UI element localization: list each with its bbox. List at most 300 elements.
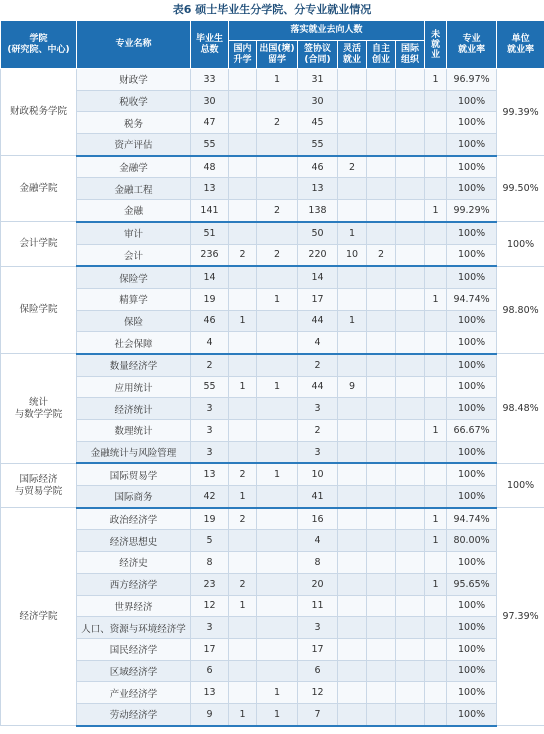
grads-total: 55 (191, 376, 229, 398)
table-row (1, 682, 544, 704)
flexible-work (338, 354, 367, 376)
self-employed (367, 530, 396, 552)
table-row (1, 398, 544, 420)
table-row (1, 178, 544, 200)
self-employed (367, 69, 396, 91)
major-rate: 100% (447, 134, 497, 156)
major-name: 会计 (77, 244, 191, 266)
unit-rate: 100% (497, 463, 544, 507)
major-rate: 94.74% (447, 288, 497, 310)
major-name: 数理统计 (77, 420, 191, 442)
contract-signed: 138 (298, 200, 338, 222)
study-abroad (257, 486, 298, 508)
study-abroad (257, 638, 298, 660)
major-name: 财政学 (77, 69, 191, 91)
study-abroad (257, 134, 298, 156)
intl-org (396, 200, 425, 222)
school-name: 财政税务学院 (1, 69, 77, 156)
unemployed (425, 156, 447, 178)
major-rate: 100% (447, 660, 497, 682)
table-row (1, 112, 544, 134)
table-row (1, 200, 544, 222)
self-employed (367, 638, 396, 660)
flexible-work: 1 (338, 310, 367, 332)
flexible-work (338, 178, 367, 200)
domestic-study: 1 (229, 486, 257, 508)
study-abroad (257, 508, 298, 530)
grads-total: 48 (191, 156, 229, 178)
study-abroad (257, 530, 298, 552)
domestic-study (229, 354, 257, 376)
contract-signed: 13 (298, 178, 338, 200)
domestic-study: 1 (229, 703, 257, 725)
header-employment-group: 落实就业去向人数 (229, 21, 425, 41)
contract-signed: 4 (298, 530, 338, 552)
major-rate: 100% (447, 332, 497, 354)
school-name: 保险学院 (1, 266, 77, 354)
flexible-work (338, 660, 367, 682)
flexible-work (338, 552, 367, 574)
employment-table (0, 20, 544, 727)
domestic-study (229, 398, 257, 420)
grads-total: 5 (191, 530, 229, 552)
school-name: 统计 与数学学院 (1, 354, 77, 463)
major-name: 国民经济学 (77, 638, 191, 660)
self-employed (367, 288, 396, 310)
grads-total: 8 (191, 552, 229, 574)
major-name: 经济思想史 (77, 530, 191, 552)
flexible-work (338, 441, 367, 463)
domestic-study: 2 (229, 573, 257, 595)
flexible-work: 9 (338, 376, 367, 398)
flexible-work (338, 69, 367, 91)
table-row (1, 638, 544, 660)
major-rate: 100% (447, 638, 497, 660)
study-abroad: 2 (257, 112, 298, 134)
unemployed (425, 486, 447, 508)
intl-org (396, 508, 425, 530)
contract-signed: 55 (298, 134, 338, 156)
flexible-work (338, 682, 367, 704)
contract-signed: 17 (298, 288, 338, 310)
unemployed (425, 703, 447, 725)
major-rate: 100% (447, 463, 497, 485)
study-abroad (257, 617, 298, 639)
flexible-work (338, 595, 367, 617)
major-rate: 100% (447, 398, 497, 420)
major-rate: 100% (447, 441, 497, 463)
major-rate: 100% (447, 682, 497, 704)
intl-org (396, 90, 425, 112)
unemployed: 1 (425, 69, 447, 91)
intl-org (396, 266, 425, 288)
grads-total: 2 (191, 354, 229, 376)
contract-signed: 45 (298, 112, 338, 134)
study-abroad: 1 (257, 69, 298, 91)
self-employed (367, 508, 396, 530)
study-abroad (257, 222, 298, 244)
school-name: 国际经济 与贸易学院 (1, 463, 77, 507)
domestic-study (229, 69, 257, 91)
unit-rate: 98.80% (497, 266, 544, 354)
flexible-work (338, 703, 367, 725)
major-name: 应用统计 (77, 376, 191, 398)
unemployed (425, 332, 447, 354)
domestic-study (229, 178, 257, 200)
intl-org (396, 376, 425, 398)
header-abroad: 出国(境) 留学 (257, 41, 298, 69)
major-rate: 100% (447, 354, 497, 376)
study-abroad (257, 310, 298, 332)
study-abroad: 2 (257, 200, 298, 222)
table-row (1, 463, 544, 485)
study-abroad: 2 (257, 244, 298, 266)
contract-signed: 10 (298, 463, 338, 485)
study-abroad: 1 (257, 463, 298, 485)
flexible-work (338, 486, 367, 508)
self-employed (367, 573, 396, 595)
unemployed (425, 595, 447, 617)
grads-total: 42 (191, 486, 229, 508)
school-name: 会计学院 (1, 222, 77, 266)
self-employed (367, 441, 396, 463)
domestic-study (229, 530, 257, 552)
major-name: 金融工程 (77, 178, 191, 200)
domestic-study (229, 332, 257, 354)
self-employed (367, 703, 396, 725)
study-abroad (257, 573, 298, 595)
unemployed (425, 178, 447, 200)
study-abroad (257, 156, 298, 178)
intl-org (396, 463, 425, 485)
self-employed (367, 332, 396, 354)
study-abroad (257, 266, 298, 288)
self-employed (367, 156, 396, 178)
major-name: 资产评估 (77, 134, 191, 156)
major-rate: 66.67% (447, 420, 497, 442)
unemployed (425, 682, 447, 704)
study-abroad (257, 441, 298, 463)
study-abroad (257, 90, 298, 112)
major-name: 劳动经济学 (77, 703, 191, 725)
grads-total: 13 (191, 178, 229, 200)
major-rate: 100% (447, 112, 497, 134)
major-name: 区域经济学 (77, 660, 191, 682)
self-employed (367, 310, 396, 332)
contract-signed: 20 (298, 573, 338, 595)
study-abroad: 1 (257, 703, 298, 725)
major-name: 人口、资源与环境经济学 (77, 617, 191, 639)
intl-org (396, 595, 425, 617)
header-flexible: 灵活 就业 (338, 41, 367, 69)
unemployed (425, 90, 447, 112)
self-employed (367, 420, 396, 442)
major-name: 产业经济学 (77, 682, 191, 704)
intl-org (396, 222, 425, 244)
self-employed (367, 134, 396, 156)
intl-org (396, 573, 425, 595)
table-row (1, 90, 544, 112)
major-name: 国际商务 (77, 486, 191, 508)
table-body (1, 69, 544, 726)
major-rate: 96.97% (447, 69, 497, 91)
major-rate: 100% (447, 178, 497, 200)
intl-org (396, 420, 425, 442)
flexible-work (338, 90, 367, 112)
major-name: 数量经济学 (77, 354, 191, 376)
study-abroad (257, 332, 298, 354)
major-rate: 100% (447, 222, 497, 244)
table-row (1, 310, 544, 332)
major-name: 保险 (77, 310, 191, 332)
study-abroad (257, 552, 298, 574)
contract-signed: 44 (298, 310, 338, 332)
flexible-work: 1 (338, 222, 367, 244)
grads-total: 23 (191, 573, 229, 595)
study-abroad: 1 (257, 376, 298, 398)
flexible-work: 10 (338, 244, 367, 266)
grads-total: 30 (191, 90, 229, 112)
unit-rate: 97.39% (497, 508, 544, 726)
study-abroad (257, 398, 298, 420)
table-row (1, 354, 544, 376)
unemployed (425, 660, 447, 682)
self-employed (367, 552, 396, 574)
intl-org (396, 617, 425, 639)
contract-signed: 3 (298, 398, 338, 420)
study-abroad (257, 420, 298, 442)
table-row (1, 156, 544, 178)
grads-total: 51 (191, 222, 229, 244)
contract-signed: 16 (298, 508, 338, 530)
major-name: 国际贸易学 (77, 463, 191, 485)
major-name: 金融学 (77, 156, 191, 178)
unemployed: 1 (425, 530, 447, 552)
grads-total: 3 (191, 420, 229, 442)
table-row (1, 441, 544, 463)
table-row (1, 134, 544, 156)
domestic-study (229, 112, 257, 134)
unit-rate: 99.50% (497, 156, 544, 222)
table-row (1, 508, 544, 530)
grads-total: 4 (191, 332, 229, 354)
unemployed (425, 310, 447, 332)
domestic-study (229, 552, 257, 574)
domestic-study (229, 200, 257, 222)
self-employed (367, 463, 396, 485)
flexible-work (338, 463, 367, 485)
table-row (1, 486, 544, 508)
unemployed (425, 638, 447, 660)
self-employed (367, 266, 396, 288)
major-rate: 95.65% (447, 573, 497, 595)
table-row (1, 660, 544, 682)
table-row (1, 703, 544, 725)
intl-org (396, 69, 425, 91)
domestic-study: 1 (229, 376, 257, 398)
unemployed: 1 (425, 420, 447, 442)
self-employed (367, 398, 396, 420)
unit-rate: 100% (497, 222, 544, 266)
intl-org (396, 398, 425, 420)
intl-org (396, 441, 425, 463)
intl-org (396, 134, 425, 156)
contract-signed: 3 (298, 617, 338, 639)
unemployed (425, 134, 447, 156)
intl-org (396, 703, 425, 725)
table-row (1, 573, 544, 595)
contract-signed: 220 (298, 244, 338, 266)
unemployed (425, 463, 447, 485)
table-row (1, 222, 544, 244)
intl-org (396, 354, 425, 376)
unemployed (425, 244, 447, 266)
grads-total: 55 (191, 134, 229, 156)
domestic-study (229, 682, 257, 704)
contract-signed: 4 (298, 332, 338, 354)
header-contract: 签协议 (合同) (298, 41, 338, 69)
major-rate: 100% (447, 595, 497, 617)
self-employed (367, 595, 396, 617)
contract-signed: 44 (298, 376, 338, 398)
self-employed (367, 376, 396, 398)
contract-signed: 30 (298, 90, 338, 112)
flexible-work (338, 508, 367, 530)
study-abroad (257, 595, 298, 617)
header-school: 学院 (研究院、中心) (1, 21, 77, 69)
domestic-study (229, 660, 257, 682)
major-rate: 100% (447, 617, 497, 639)
unemployed (425, 617, 447, 639)
contract-signed: 41 (298, 486, 338, 508)
flexible-work (338, 134, 367, 156)
major-name: 金融 (77, 200, 191, 222)
intl-org (396, 156, 425, 178)
grads-total: 3 (191, 441, 229, 463)
intl-org (396, 178, 425, 200)
grads-total: 14 (191, 266, 229, 288)
flexible-work: 2 (338, 156, 367, 178)
contract-signed: 7 (298, 703, 338, 725)
unemployed: 1 (425, 288, 447, 310)
major-rate: 100% (447, 156, 497, 178)
flexible-work (338, 398, 367, 420)
unemployed: 1 (425, 200, 447, 222)
unemployed (425, 222, 447, 244)
table-row (1, 244, 544, 266)
self-employed (367, 617, 396, 639)
domestic-study: 2 (229, 508, 257, 530)
major-name: 世界经济 (77, 595, 191, 617)
intl-org (396, 530, 425, 552)
major-rate: 99.29% (447, 200, 497, 222)
study-abroad (257, 178, 298, 200)
contract-signed: 6 (298, 660, 338, 682)
school-name: 经济学院 (1, 508, 77, 726)
self-employed (367, 486, 396, 508)
self-employed (367, 682, 396, 704)
intl-org (396, 244, 425, 266)
domestic-study: 1 (229, 595, 257, 617)
grads-total: 13 (191, 463, 229, 485)
table-row (1, 69, 544, 91)
self-employed (367, 222, 396, 244)
table-row (1, 530, 544, 552)
contract-signed: 11 (298, 595, 338, 617)
study-abroad (257, 354, 298, 376)
table-row (1, 595, 544, 617)
unemployed (425, 112, 447, 134)
flexible-work (338, 573, 367, 595)
domestic-study (229, 420, 257, 442)
table-row (1, 288, 544, 310)
table-row (1, 376, 544, 398)
grads-total: 19 (191, 288, 229, 310)
unemployed: 1 (425, 573, 447, 595)
flexible-work (338, 420, 367, 442)
major-rate: 100% (447, 244, 497, 266)
domestic-study (229, 617, 257, 639)
unemployed (425, 354, 447, 376)
header-domestic: 国内 升学 (229, 41, 257, 69)
major-name: 金融统计与风险管理 (77, 441, 191, 463)
self-employed (367, 354, 396, 376)
grads-total: 33 (191, 69, 229, 91)
flexible-work (338, 530, 367, 552)
self-employed (367, 112, 396, 134)
domestic-study (229, 441, 257, 463)
self-employed: 2 (367, 244, 396, 266)
contract-signed: 17 (298, 638, 338, 660)
table-row (1, 552, 544, 574)
header-unemployed: 未 就 业 (425, 21, 447, 69)
major-name: 税收学 (77, 90, 191, 112)
flexible-work (338, 266, 367, 288)
contract-signed: 12 (298, 682, 338, 704)
flexible-work (338, 638, 367, 660)
major-name: 西方经济学 (77, 573, 191, 595)
flexible-work (338, 617, 367, 639)
domestic-study (229, 134, 257, 156)
intl-org (396, 112, 425, 134)
study-abroad: 1 (257, 682, 298, 704)
header-major-rate: 专业 就业率 (447, 21, 497, 69)
self-employed (367, 178, 396, 200)
domestic-study (229, 288, 257, 310)
major-rate: 100% (447, 90, 497, 112)
header-major: 专业名称 (77, 21, 191, 69)
major-name: 政治经济学 (77, 508, 191, 530)
grads-total: 19 (191, 508, 229, 530)
flexible-work (338, 288, 367, 310)
unemployed: 1 (425, 508, 447, 530)
major-name: 精算学 (77, 288, 191, 310)
domestic-study (229, 266, 257, 288)
table-row (1, 617, 544, 639)
grads-total: 13 (191, 682, 229, 704)
unemployed (425, 398, 447, 420)
major-name: 社会保障 (77, 332, 191, 354)
intl-org (396, 332, 425, 354)
study-abroad (257, 660, 298, 682)
domestic-study: 1 (229, 310, 257, 332)
contract-signed: 2 (298, 354, 338, 376)
unit-rate: 98.48% (497, 354, 544, 463)
domestic-study (229, 638, 257, 660)
table-title: 表6 硕士毕业生分学院、分专业就业情况 (172, 3, 372, 16)
contract-signed: 50 (298, 222, 338, 244)
major-rate: 100% (447, 266, 497, 288)
